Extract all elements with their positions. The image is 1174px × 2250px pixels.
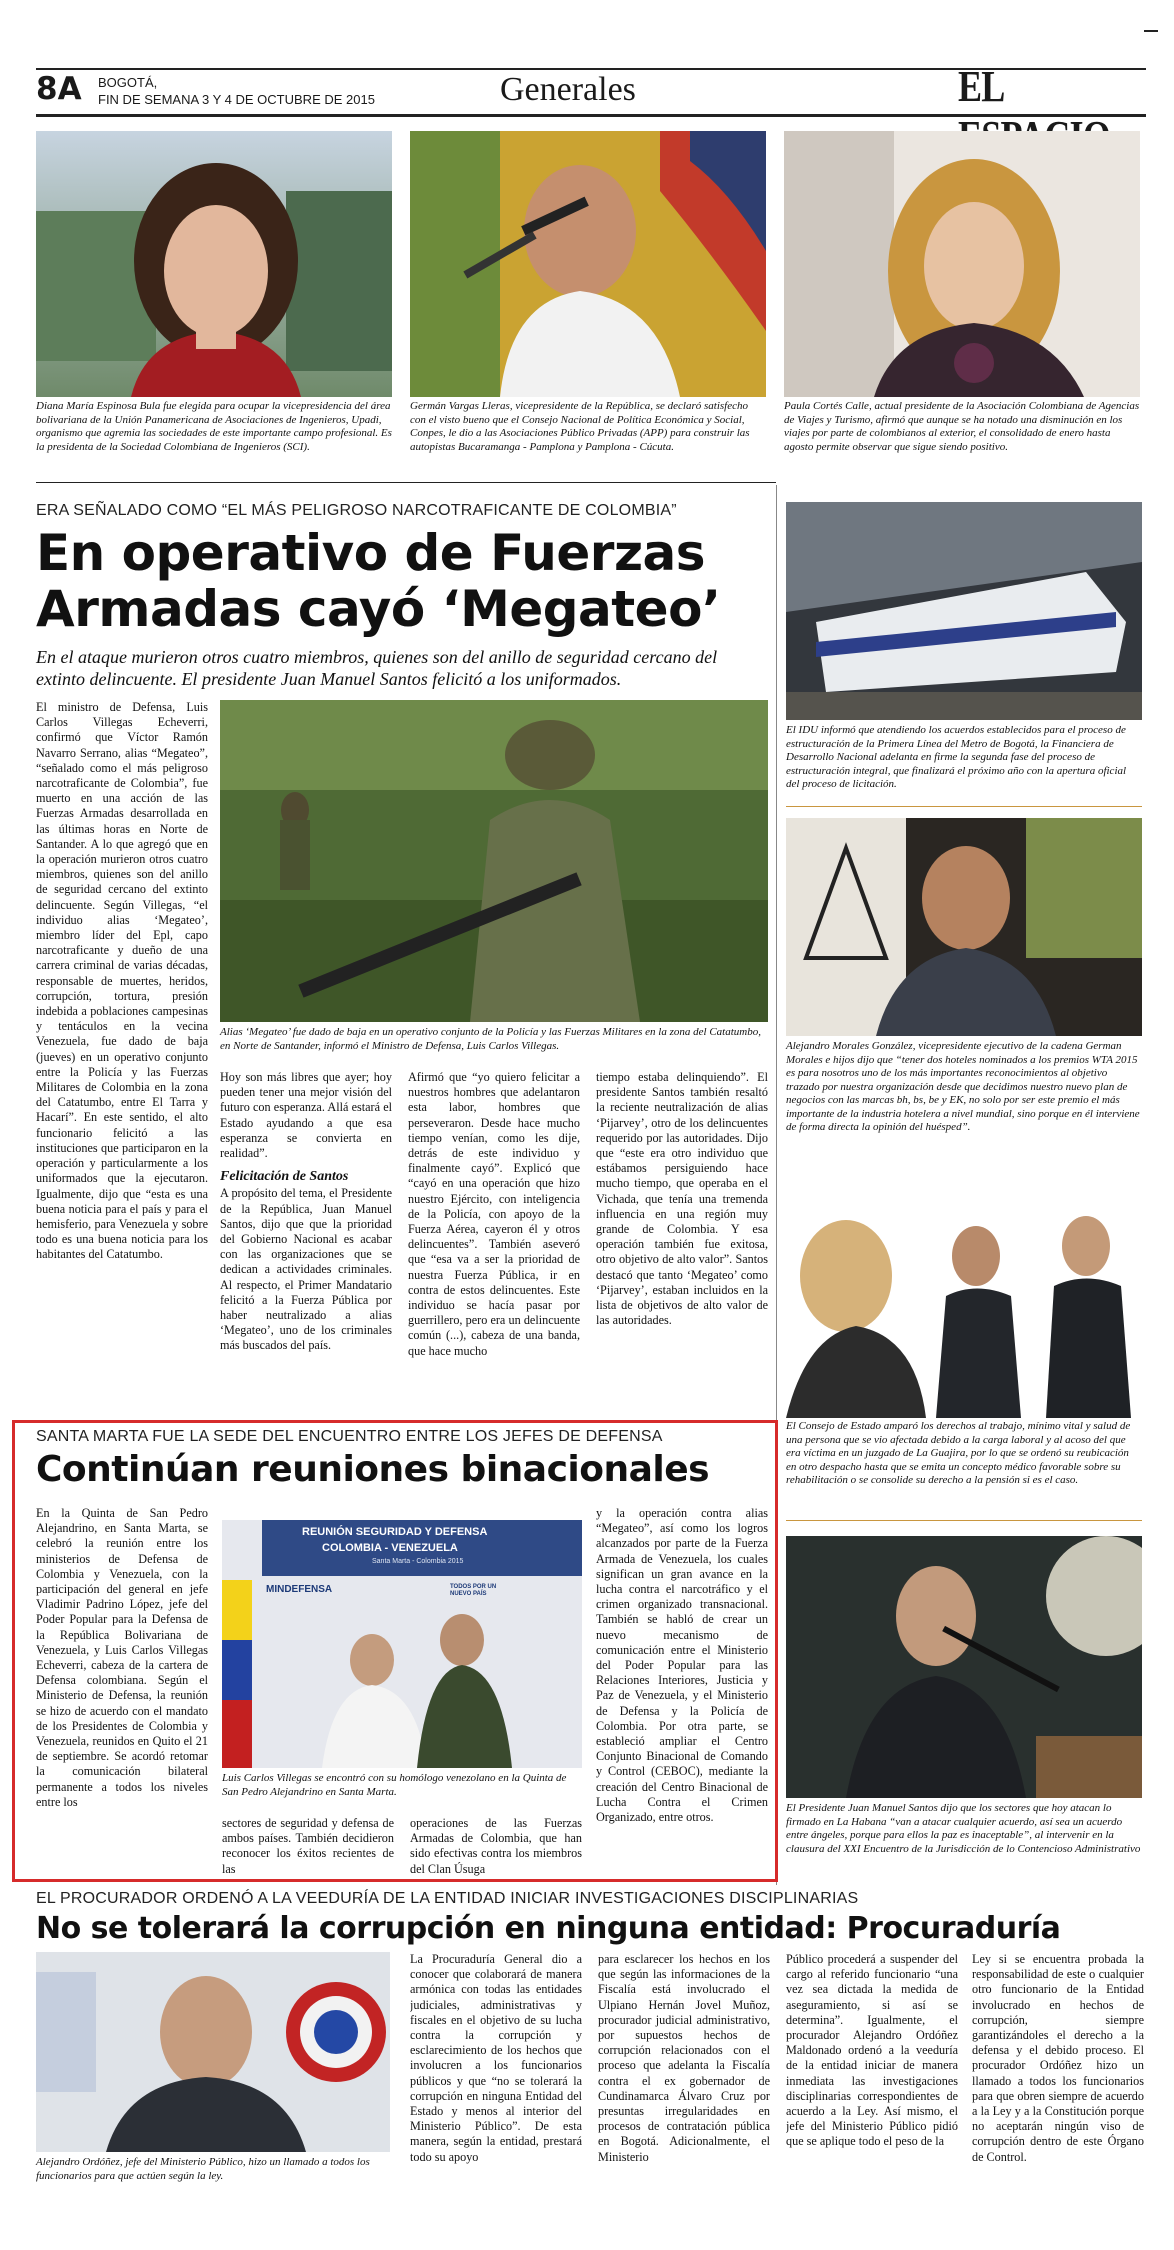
photo-german-vargas [410, 131, 766, 397]
mindefensa-logo: MINDEFENSA [266, 1584, 333, 1595]
photo-diana-espinosa [36, 131, 392, 397]
procuraduria-col4-text: Ley si se encuentra probada la responsabilidad de este o cualquier otro funcionario de la Entidad involucrado en hechos de corrupción, siempre garantizándoles el derecho a la defensa y el debido proceso. El procurador Ordóñez hizo un llamado a todos los funcionarios para que obren siempre de acuerdo a la Ley y a la Constitución porque no aceptarán ningún viso de corrupción dentro de este Órgano de Control. [972, 1952, 1144, 2164]
megateo-column-2 [220, 1070, 392, 1410]
header-bottom-rule [36, 114, 1146, 117]
procuraduria-col3-text: Público procederá a suspender del cargo al referido funcionario “una vez sea dictada la medida de aseguramiento, si así se determina”. Igualmente, el procurador Alejandro Ordóñez Maldonado ordenó a la veeduría de la entidad iniciar de manera inmediata las investigaciones disciplinarias correspondientes de acuerdo a la Ley. Así mismo, el jefe del Ministerio Público pidió que se aplique todo el peso de la [786, 1952, 958, 2149]
procuraduria-col2-text: para esclarecer los hechos en los que según las informaciones de la Fiscalía está involucrado el Ulpiano Hernán Jovel Muñoz, procurador judicial administrativo, por supuestos hechos de corrupción relacionados con el proceso que adelanta la Fiscalía contra el ex gobernador de Cundinamarca Álvaro Cruz por presuntas irregularidades en procesos de contratación pública en Bogotá. Adicionalmente, el Ministerio [598, 1952, 770, 2164]
binacional-headline: Continúan reuniones binacionales [36, 1449, 710, 1490]
photo-binacional-meeting [222, 1520, 582, 1768]
banner-line-2: COLOMBIA - VENEZUELA [322, 1542, 458, 1554]
megateo-subhead: Felicitación de Santos [220, 1169, 349, 1185]
page-top-mark [1144, 30, 1158, 32]
header-date: FIN DE SEMANA 3 Y 4 DE OCTUBRE DE 2015 [98, 92, 375, 107]
binacional-col4-text: y la operación contra alias “Megateo”, así como los logros alcanzados por parte de la Fuerza Armada de Venezuela, los cuales significan un gran avance en la lucha contra el narcotráfico y el crimen organizado transnacional. También se habló de crear un nuevo mecanismo de comunicación entre el Ministerio del Poder Popular para las Relaciones Interiores, Justicia y Paz de Venezuela, y el Ministerio de Defensa y la Policía de Colombia. Por otra parte, se estableció ampliar el Centro Conjunto Binacional de Comando y Control (CEBOC), mediante la creación del Centro Binacional de Lucha Contra el Crimen Organizado, entre otros. [596, 1506, 768, 1825]
procuraduria-headline: No se tolerará la corrupción en ninguna entidad: Procuraduría [36, 1911, 1061, 1946]
procuraduria-column-2 [598, 1952, 770, 2192]
megateo-deck: En el ataque murieron otros cuatro miembros, quienes son del anillo de seguridad cercano del extinto delincuente. El presidente Juan Manuel Santos felicitó a los uniformados. [36, 647, 718, 689]
photo-consejo-estado [786, 1186, 1142, 1418]
binacional-photo-caption: Luis Carlos Villegas se encontró con su homólogo venezolano en la Quinta de San Pedro Alejandrino en Santa Marta. [222, 1772, 567, 1798]
photo-president-santos [786, 1536, 1142, 1798]
megateo-col3-text: Afirmó que “yo quiero felicitar a nuestros hombres que adelantaron esta labor, hombres que perseveraron. Desde hace mucho tiempo venían, como les dije, detrás de este individuo y finalmente cayó”. Explicó que “cayó en una operación que hizo nuestro Ejército, con inteligencia de la Policía, con apoyo de la Fuerza Aérea, cayeron él y otros delincuentes”. También aseveró que “esa va a ser la prioridad de nuestra Fuerza Pública, ir en contra de estos delincuentes. Este individuo se hacía pasar por guerrillero, pero era un delincuente común (...), cabeza de una banda, que hace mucho [408, 1070, 580, 1358]
binacional-col1-text: En la Quinta de San Pedro Alejandrino, en Santa Marta, se celebró la reunión entre los ministerios de Defensa de Colombia y Venezuela, con la participación del general en jefe Vladimir Padrino López, jefe del Poder Popular para la Defensa de la República Bolivariana de Venezuela, y Luis Carlos Villegas Echeverri, cabeza de la cartera de Defensa colombiana. Según el Ministerio de Defensa, la reunión se hizo de acuerdo con el mandato de los Presidentes de Colombia y Venezuela, reunidos en Quito el 21 de septiembre. Se acordó retomar la comunicación bilateral permanente a todos los niveles entre los [36, 1506, 208, 1809]
caption-consejo-estado: El Consejo de Estado amparó los derechos al trabajo, mínimo vital y salud de una persona que se vio afectada debido a la carga laboral y al acoso del que era víctima en un juzgado de La Guajira, por lo que se ordenó su reubicación en otro despacho hasta que se emita un concepto médico favorable sobre su rehabilitación o se consolide su derecho a la pensión si es el caso. [786, 1420, 1131, 1486]
megateo-col4-text: tiempo estaba delinquiendo”. El presidente Santos también resaltó la reciente neutralización de alias ‘Pijarvey’, otro de los delincuentes requerido por las autoridades. Dijo que “este era otro individuo que estábamos persiguiendo hace mucho tiempo, que operaba en el Vichada, que tenía una tremenda influencia en una región muy grande de Colombia. Y esa operación también fue exitosa, otro objetivo de alto valor”. Santos destacó que tanto ‘Megateo’ como ‘Pijarvey’, estaban incluidos en la lista de objetivos de alto valor de las autoridades. [596, 1070, 768, 1328]
binacional-column-2 [222, 1816, 394, 1880]
caption-president-santos: El Presidente Juan Manuel Santos dijo que los sectores que hoy atacan lo firmado en La Habana “van a atacar cualquier acuerdo, así sea un acuerdo entre ángeles, porque para ellos la paz es inaceptable”, al intervenir en la clausura del XXI Encuentro de la Jurisdicción de lo Contencioso Administrativo [786, 1802, 1141, 1855]
caption-german-vargas: Germán Vargas Lleras, vicepresidente de la República, se declaró satisfecho con el visto bueno que el Consejo Nacional de Política Económica y Social, Conpes, le dio a las Asociaciones Público Privadas (APP) para construir las autopistas Bucaramanga - Pamplona y Pamplona - Cúcuta. [410, 400, 750, 453]
caption-metro: El IDU informó que atendiendo los acuerdos establecidos para el proceso de estructuración de la Primera Línea del Metro de Bogotá, la Financiera de Desarrollo Nacional adelanta en firme la segunda fase del proceso de estructuración integral, que finalizará el próximo año con la apertura oficial del proceso de licitación. [786, 724, 1127, 790]
procuraduria-photo-caption: Alejandro Ordóñez, jefe del Ministerio Público, hizo un llamado a todos los funcionarios para que actúen según la ley. [36, 2156, 370, 2182]
photo-metro-train [786, 502, 1142, 720]
megateo-column-3 [408, 1070, 580, 1410]
photo-alejandro-ordonez [36, 1952, 390, 2152]
binacional-column-4 [596, 1506, 768, 1878]
procuraduria-column-1 [410, 1952, 582, 2192]
megateo-column-1 [36, 700, 208, 1412]
binacional-column-3 [410, 1816, 582, 1880]
caption-alejandro-morales: Alejandro Morales González, vicepresidente ejecutivo de la cadena German Morales e hijos dijo que “tener dos hoteles nominados a los premios WTA 2015 es para nosotros uno de los más importantes reconocimientos al objetivo trazado por nuestra organización desde que decidimos nuestro nuevo plan de negocios con las marcas bh, bs, be y EK, no solo por ser este premio el más importante de la industria hotelera a nivel mundial, sino porque en él interviene de forma directa la opinión del huésped”. [786, 1040, 1140, 1133]
banner-line-3: Santa Marta - Colombia 2015 [372, 1558, 464, 1565]
newspaper-logo: EL [958, 62, 1003, 111]
binacional-column-1 [36, 1506, 208, 1878]
photo-paula-cortes [784, 131, 1140, 397]
binacional-kicker: SANTA MARTA FUE LA SEDE DEL ENCUENTRO ENTRE LOS JEFES DE DEFENSA [36, 1428, 663, 1445]
banner-line-1: REUNIÓN SEGURIDAD Y DEFENSA [302, 1526, 488, 1538]
caption-diana-espinosa: Diana María Espinosa Bula fue elegida para ocupar la vicepresidencia del área bolivariana de la Unión Panamericana de Asociaciones de Ingenieros, Upadi, organismo que agremia las sociedades de este importante campo profesional. Es la presidenta de la Sociedad Colombiana de Ingenieros (SCI). [36, 400, 392, 453]
procuraduria-col1-text: La Procuraduría General dio a conocer que colaborará de manera armónica con todas las entidades judiciales, administrativas y fiscales en el objetivo de su lucha contra la corrupción y esclarecimiento de los hechos que involucren a los funcionarios públicos y que “no se tolerará la corrupción en ninguna Entidad del Estado y menos al interior del Ministerio Público”. De esta manera, según la entidad, prestará todo su apoyo [410, 1952, 582, 2164]
caption-paula-cortes: Paula Cortés Calle, actual presidente de la Asociación Colombiana de Agencias de Viajes y Turismo, afirmó que aunque se ha notado una disminución en los viajes por parte de colombianos al exterior, el consolidado de enero hasta agosto permite observar que sigue siendo positivo. [784, 400, 1140, 453]
megateo-photo-caption: Alias ‘Megateo’ fue dado de baja en un operativo conjunto de la Policía y las Fuerzas Militares en la zona del Catatumbo, en Norte de Santander, informó el Ministro de Defensa, Luis Carlos Villegas. [220, 1026, 761, 1052]
photo-alejandro-morales [786, 818, 1142, 1036]
megateo-kicker: ERA SEÑALADO COMO “EL MÁS PELIGROSO NARCOTRAFICANTE DE COLOMBIA” [36, 502, 677, 519]
todos-logo: TODOS POR UN NUEVO PAÍS [450, 1584, 497, 1597]
header-city: BOGOTÁ, [98, 75, 158, 90]
procuraduria-kicker: EL PROCURADOR ORDENÓ A LA VEEDURÍA DE LA ENTIDAD INICIAR INVESTIGACIONES DISCIPLINARIAS [36, 1890, 859, 1907]
photo-megateo-soldier [220, 700, 768, 1022]
page-number: 8A [36, 71, 82, 107]
megateo-headline-line1: En operativo de Fuerzas [36, 524, 706, 582]
megateo-col2-text-a: Hoy son más libres que ayer; hoy pueden tener una mejor visión del futuro con esperanza. Allá estará el Estado ayudando a que esa esperanza se convierta en realidad”. [220, 1070, 392, 1161]
divider-right-2 [786, 1520, 1142, 1521]
section-title: Generales [500, 71, 636, 108]
binacional-col3-text: operaciones de las Fuerzas Armadas de Colombia, que han sido efectivas contra los miembros del Clan Úsuga [410, 1816, 582, 1876]
binacional-col2-text: sectores de seguridad y defensa de ambos países. También decidieron reconocer los éxitos recientes de las [222, 1816, 394, 1876]
procuraduria-column-3 [786, 1952, 958, 2192]
divider-top-captions [36, 482, 776, 483]
megateo-headline-line2: Armadas cayó ‘Megateo’ [36, 580, 721, 638]
megateo-column-4 [596, 1070, 768, 1410]
divider-right-1 [786, 806, 1142, 807]
procuraduria-column-4 [972, 1952, 1144, 2192]
megateo-col2-text-b: A propósito del tema, el Presidente de la República, Juan Manuel Santos, dijo que que la prioridad del Gobierno Nacional es acabar con las organizaciones que se dedican a actividades criminales. Al respecto, el Primer Mandatario felicitó a la Fuerza Pública por haber neutralizado a alias ‘Megateo’, uno de los criminales más buscados del país. [220, 1186, 392, 1353]
megateo-col1-text: El ministro de Defensa, Luis Carlos Villegas Echeverri, confirmó que Víctor Ramón Navarro Serrano, alias “Megateo”, “señalado como el más peligroso narcotraficante de Colombia”, fue muerto en una acción de las Fuerzas Armadas desarrollada en las últimas horas en Norte de Santander. A lo que agregó que en la operación murieron otros cuatro miembros, quienes son del anillo de seguridad cercano del extinto delincuente. Según Villegas, “el individuo alias ‘Megateo’, miembro líder del Epl, capo narcotraficante y dueño de una carrera criminal de varias décadas, responsable de muertes, heridos, corrupción, tortura, presión indebida a poblaciones campesinas y tentáculos en la vecina Venezuela, fue dado de baja (jueves) en un operativo conjunto entre la Policía y las Fuerzas Militares de Colombia en la zona del Catatumbo, entre El Tarra y Hacarí”. En este sentido, el alto funcionario felicitó a las instituciones que participaron en la operación y particularmente a los uniformados que la ejecutaron. Igualmente, dijo que “esta es una buena noticia para el país y para el hemisferio, para Venezuela y sobre todo es una buena noticia para los habitantes del Catatumbo. [36, 700, 208, 1262]
